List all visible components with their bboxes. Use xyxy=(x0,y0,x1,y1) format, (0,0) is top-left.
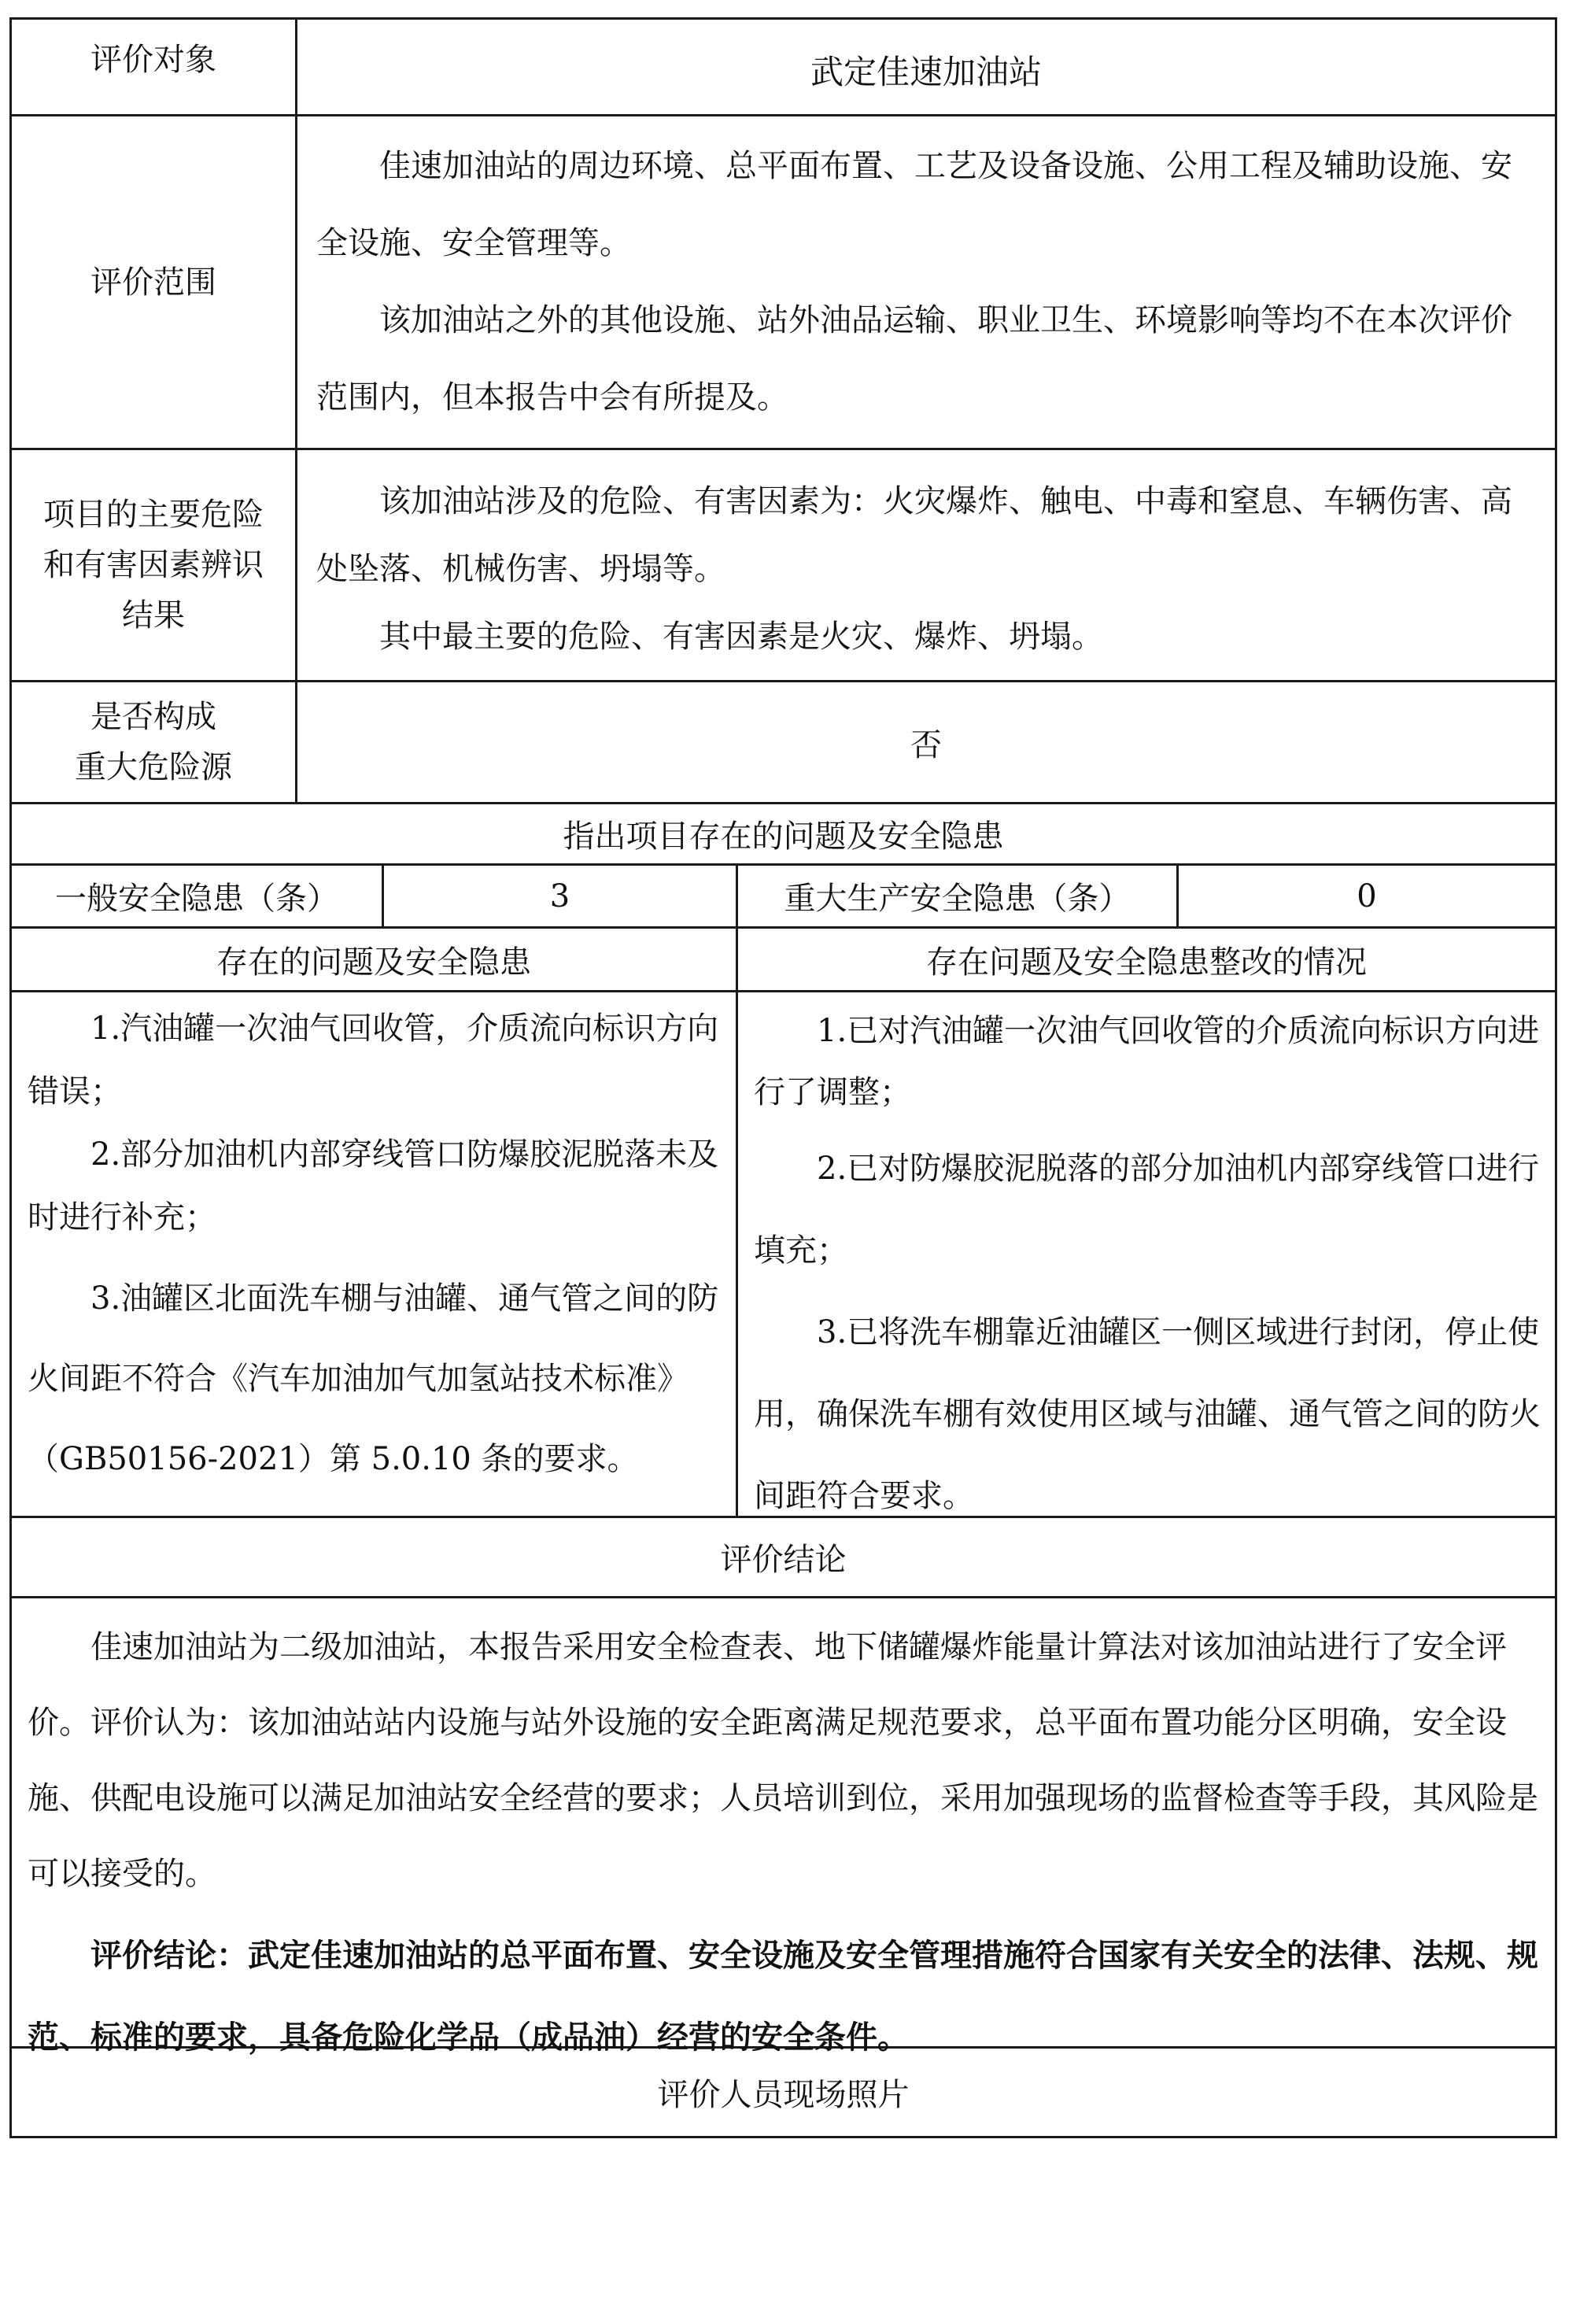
problem-item-1: 1.汽油罐一次油气回收管，介质流向标识方向错误； xyxy=(28,1011,719,1110)
scope-label: 评价范围 xyxy=(90,264,216,301)
rectification-item-2: 2.已对防爆胶泥脱落的部分加油机内部穿线管口进行填充； xyxy=(754,1151,1540,1269)
problem-item-2: 2.部分加油机内部穿线管口防爆胶泥脱落未及时进行补充； xyxy=(28,1136,719,1236)
problems-column-header: 存在的问题及安全隐患 xyxy=(216,944,531,981)
general-hazard-count-value: 3 xyxy=(382,866,736,926)
rectifications-list xyxy=(736,992,1555,1516)
rectification-item-1: 1.已对汽油罐一次油气回收管的介质流向标识方向进行了调整； xyxy=(754,1013,1540,1110)
hazards-paragraph-1: 该加油站涉及的危险、有害因素为：火灾爆炸、触电、中毒和窒息、车辆伤害、高处坠落、机械伤害、坍塌等。 xyxy=(316,483,1512,587)
major-hazard-value: 否 xyxy=(295,682,1555,802)
row-conclusion-body xyxy=(12,1598,1555,2056)
row-hazard-identification xyxy=(12,450,1555,682)
conclusion-header: 评价结论 xyxy=(720,1542,847,1578)
hazards-paragraph-2: 其中最主要的危险、有害因素是火灾、爆炸、坍塌。 xyxy=(379,619,1103,655)
hazards-content xyxy=(295,450,1555,680)
conclusion-content xyxy=(12,1598,1555,2078)
row-evaluation-scope xyxy=(12,116,1555,450)
site-photos-header: 评价人员现场照片 xyxy=(657,2077,910,2113)
hazards-label-line-2: 和有害因素辨识 xyxy=(43,547,264,583)
scope-paragraph-1: 佳速加油站的周边环境、总平面布置、工艺及设备设施、公用工程及辅助设施、安全设施、安全管理等。 xyxy=(316,148,1512,261)
row-evaluation-object xyxy=(12,20,1555,116)
conclusion-verdict: 评价结论：武定佳速加油站的总平面布置、安全设施及安全管理措施符合国家有关安全的法律、法规、规范、标准的要求，具备危险化学品（成品油）经营的安全条件。 xyxy=(28,1937,1538,2056)
problems-list xyxy=(12,992,736,1516)
problem-item-3: 3.油罐区北面洗车棚与油罐、通气管之间的防火间距不符合《汽车加油加气加氢站技术标准》（GB50156-2021）第 5.0.10 条的要求。 xyxy=(28,1280,719,1477)
major-hazard-count-value: 0 xyxy=(1176,866,1555,926)
row-issues-header xyxy=(12,804,1555,866)
row-issues-detail xyxy=(12,992,1555,1518)
object-value: 武定佳速加油站 xyxy=(295,20,1555,114)
conclusion-body: 佳速加油站为二级加油站，本报告采用安全检查表、地下储罐爆炸能量计算法对该加油站进行了安全评价。评价认为：该加油站站内设施与站外设施的安全距离满足规范要求，总平面布置功能分区明确，安全设施、供配电设施可以满足加油站安全经营的要求；人员培训到位，采用加强现场的监督检查等手段，其风险是可以接受的。 xyxy=(28,1629,1538,1892)
row-site-photos-header xyxy=(12,2049,1555,2138)
hazards-label-line-1: 项目的主要危险 xyxy=(43,497,264,533)
row-conclusion-header xyxy=(12,1518,1555,1598)
major-hazard-label-line-2: 重大危险源 xyxy=(75,749,232,785)
evaluation-summary-table xyxy=(9,17,1557,2138)
scope-paragraph-2: 该加油站之外的其他设施、站外油品运输、职业卫生、环境影响等均不在本次评价范围内，但本报告中会有所提及。 xyxy=(316,302,1512,416)
hazards-label-line-3: 结果 xyxy=(122,597,185,634)
row-major-hazard-source xyxy=(12,682,1555,804)
row-issues-column-headers xyxy=(12,929,1555,992)
major-hazard-label xyxy=(12,682,295,802)
major-hazard-label-line-1: 是否构成 xyxy=(90,699,216,735)
scope-content xyxy=(295,116,1555,448)
issues-header: 指出项目存在的问题及安全隐患 xyxy=(563,818,1004,855)
object-label: 评价对象 xyxy=(90,42,216,78)
major-hazard-count-label: 重大生产安全隐患（条） xyxy=(736,866,1176,926)
hazards-label xyxy=(12,450,295,680)
row-hidden-danger-counts xyxy=(12,866,1555,929)
rectification-item-3: 3.已将洗车棚靠近油罐区一侧区域进行封闭，停止使用，确保洗车棚有效使用区域与油罐、通气管之间的防火间距符合要求。 xyxy=(754,1314,1541,1514)
rectifications-column-header: 存在问题及安全隐患整改的情况 xyxy=(736,929,1555,990)
general-hazard-count-label: 一般安全隐患（条） xyxy=(55,881,338,917)
